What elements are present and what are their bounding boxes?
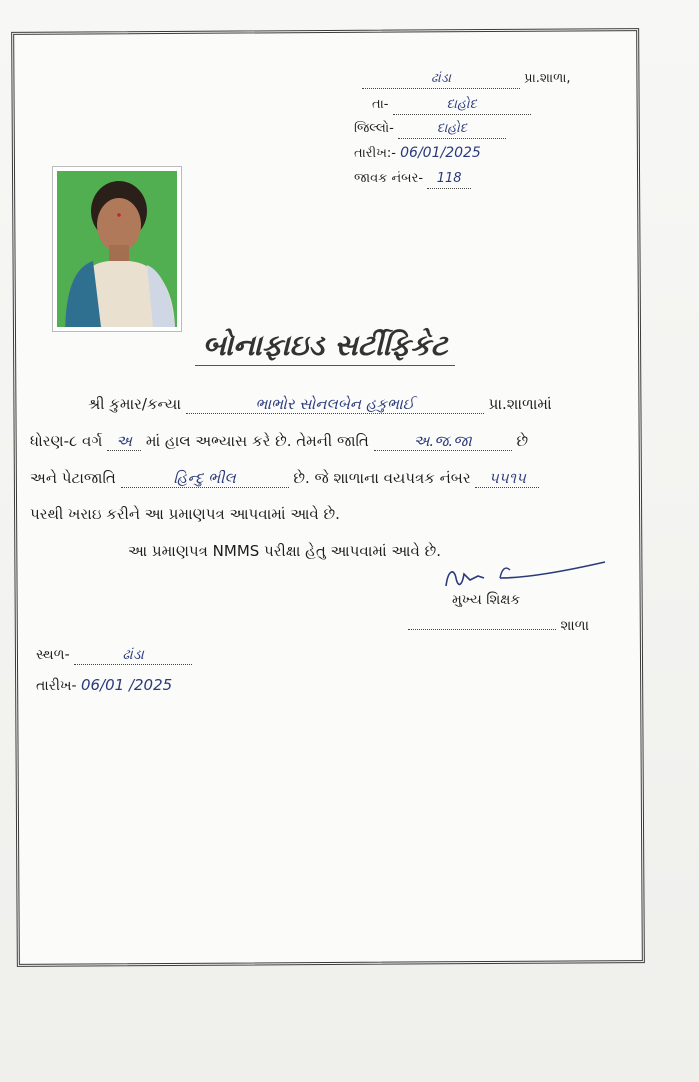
school-name: ઢાંડા	[362, 70, 520, 89]
certificate-title: બોનાફાઇડ સર્ટીફિકેટ	[195, 328, 455, 366]
outward-label: જાવક નંબર-	[354, 171, 424, 186]
header-district-line	[354, 120, 506, 139]
header-school-line	[362, 70, 571, 89]
taluka-label: તા-	[372, 97, 389, 112]
line2-prefix: ધોરણ-૮ વર્ગ	[30, 432, 103, 450]
header-date-line	[354, 145, 481, 161]
subcaste-value: હિન્દુ ભીલ	[121, 469, 289, 488]
line2-suffix: છે	[516, 432, 529, 450]
body-line-3	[30, 469, 539, 488]
line1-prefix: શ્રી કુમાર/કન્યા	[88, 395, 182, 413]
footer-date-line	[36, 676, 172, 694]
footer-date-label: તારીખ-	[36, 678, 77, 694]
header-taluka-line	[372, 96, 531, 115]
taluka-value: દાહોદ	[393, 96, 531, 115]
signature-school-suffix: શાળા	[560, 618, 590, 634]
line3-middle: છે. જે શાળાના વયપત્રક નંબર	[293, 469, 471, 487]
school-suffix: પ્રા.શાળા,	[524, 71, 571, 86]
district-value: દાહોદ	[398, 120, 506, 139]
body-line-4: પરથી ખરાઇ કરીને આ પ્રમાણપત્ર આપવામાં આવે છે.	[30, 505, 340, 523]
body-line-5: આ પ્રમાણપત્ર NMMS પરીક્ષા હેતુ આપવામાં આવે છે.	[128, 542, 441, 560]
signature-mark	[440, 556, 610, 596]
line1-suffix: પ્રા.શાળામાં	[488, 395, 552, 413]
student-photo	[52, 166, 182, 332]
register-value: ૫૫૧૫	[475, 469, 539, 488]
footer-date-value: 06/01 /2025	[80, 676, 173, 694]
line3-prefix: અને પેટાજાતિ	[30, 469, 116, 487]
signature-school-blank	[408, 629, 556, 630]
outward-value: 118	[427, 170, 471, 189]
body-line-2	[30, 432, 528, 451]
footer-place-line	[36, 646, 192, 665]
student-name: ભાભોર સોનલબેન હકુભાઈ	[186, 395, 484, 414]
place-label: સ્થળ-	[36, 647, 70, 663]
signature-school-line	[408, 618, 589, 634]
signature-designation: મુખ્ય શિક્ષક	[452, 592, 521, 608]
district-label: જિલ્લો-	[354, 121, 394, 136]
caste-value: અ.જ.જા	[374, 432, 512, 451]
body-line-1	[88, 395, 552, 414]
place-value: ઢાંડા	[74, 646, 192, 665]
header-date-label: તારીખ:-	[354, 146, 396, 161]
header-outward-line	[354, 170, 471, 189]
header-date-value: 06/01/2025	[400, 145, 481, 161]
class-value: અ	[107, 432, 141, 451]
line2-middle: માં હાલ અભ્યાસ કરે છે. તેમની જાતિ	[145, 432, 369, 450]
